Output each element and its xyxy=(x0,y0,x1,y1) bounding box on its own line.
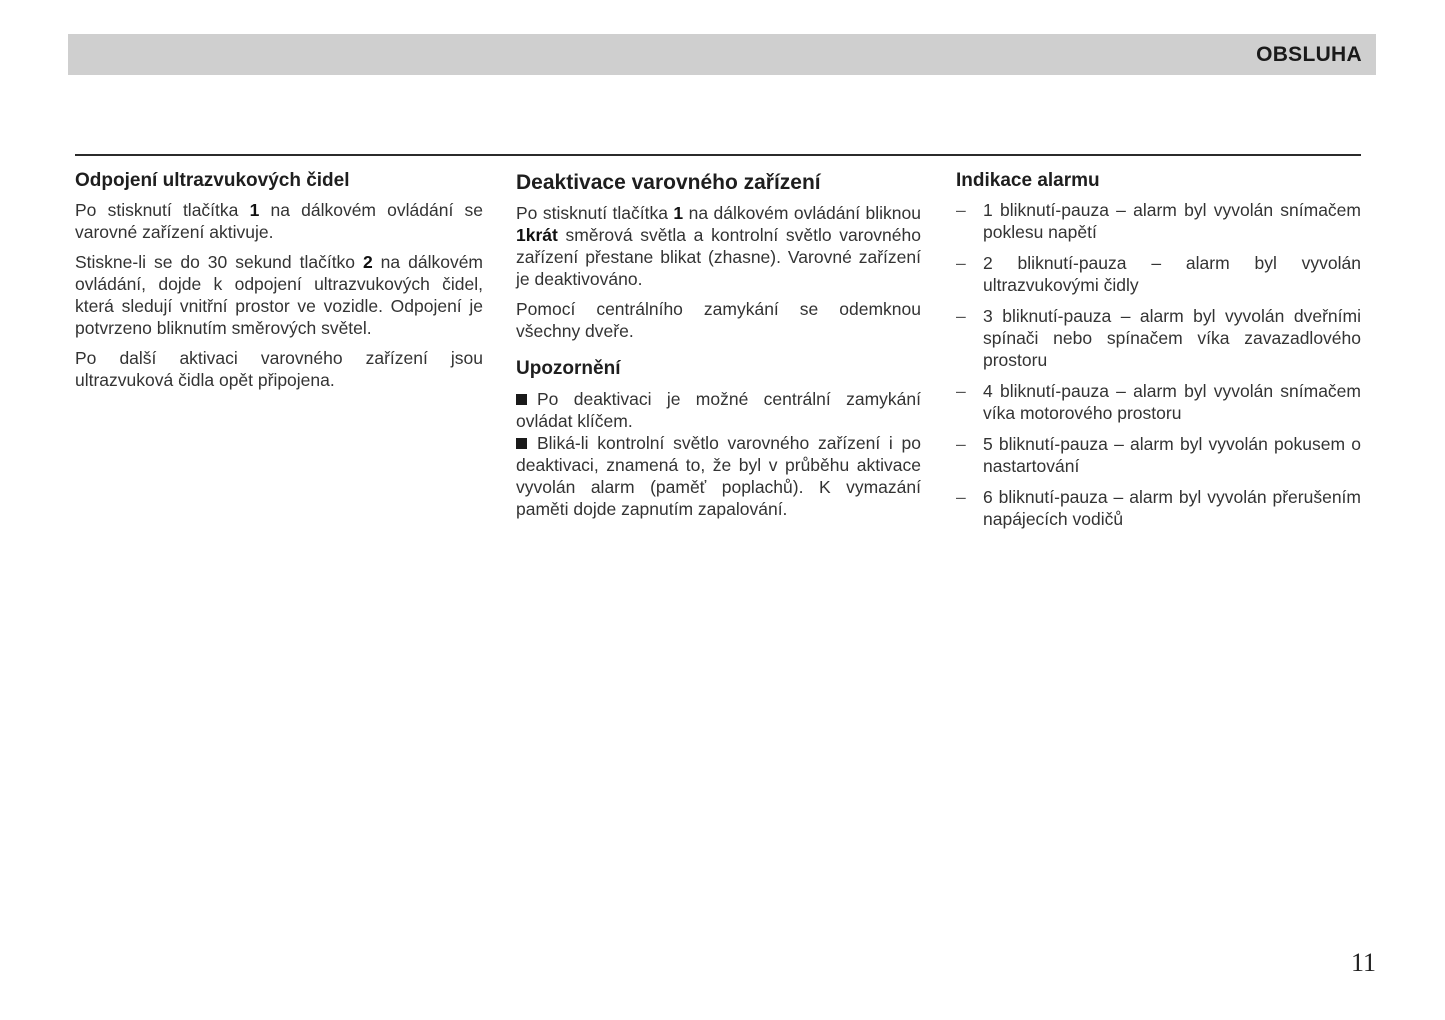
dash-bullet: – xyxy=(956,253,966,273)
heading-warning: Upozornění xyxy=(516,358,621,379)
dash-bullet: – xyxy=(956,487,966,507)
list-item: – 2 bliknutí-pauza – alarm byl vyvolán ultrazvukovými čidly xyxy=(956,253,1361,295)
dash-bullet: – xyxy=(956,200,966,220)
blink-count: 1krát xyxy=(516,225,558,245)
heading-ultrasonic-sensors: Odpojení ultrazvukových čidel xyxy=(75,170,350,191)
square-bullet-icon xyxy=(516,438,527,449)
column-ultrasonic-sensors xyxy=(75,168,483,399)
list-item: – 6 bliknutí-pauza – alarm byl vyvolán přerušením napájecích vodičů xyxy=(956,487,1361,529)
square-bullet-icon xyxy=(516,394,527,405)
paragraph: Po další aktivaci varovného zařízení jsou ultrazvuková čidla opět připojena. xyxy=(75,348,483,390)
button-number: 1 xyxy=(249,200,260,220)
column-deactivation xyxy=(516,168,921,520)
button-number: 1 xyxy=(673,203,684,223)
section-title: OBSLUHA xyxy=(1256,43,1362,66)
paragraph: Pomocí centrálního zamykání se odemknou všechny dveře. xyxy=(516,299,921,341)
column-alarm-indication xyxy=(956,168,1361,539)
dash-bullet: – xyxy=(956,306,966,326)
list-item: – 4 bliknutí-pauza – alarm byl vyvolán snímačem víka motorového prostoru xyxy=(956,381,1361,423)
page-number: 11 xyxy=(1350,948,1376,977)
button-number: 2 xyxy=(363,252,373,272)
list-item: – 5 bliknutí-pauza – alarm byl vyvolán pokusem o nastartování xyxy=(956,434,1361,476)
dash-bullet: – xyxy=(956,381,966,401)
section-header-bar xyxy=(68,34,1376,75)
list-item: – 1 bliknutí-pauza – alarm byl vyvolán snímačem poklesu napětí xyxy=(956,200,1361,242)
heading-deactivation: Deaktivace varovného zařízení xyxy=(516,171,821,194)
paragraph: Stiskne-li se do 30 sekund tlačítko 2 na dálkovém ovládání, dojde k odpojení ultrazvukových čidel, která sledují vnitřní prostor ve vozidle. Odpojení je potvrzeno bliknutím směrových světel. xyxy=(75,252,483,338)
paragraph: Po stisknutí tlačítka 1 na dálkovém ovládání bliknou 1krát směrová světla a kontrolní světlo varovného zařízení přestane blikat (zhasne). Varovné zařízení je deaktivováno. xyxy=(516,203,921,289)
warning-item: Bliká-li kontrolní světlo varovného zařízení i po deaktivaci, znamená to, že byl v průběhu aktivace vyvolán alarm (paměť poplachů). K vymazání paměti dojde zapnutím zapalování. xyxy=(516,433,921,519)
dash-bullet: – xyxy=(956,434,966,454)
heading-alarm-indication: Indikace alarmu xyxy=(956,170,1100,191)
paragraph: Po stisknutí tlačítka 1 na dálkovém ovládání se varovné zařízení aktivuje. xyxy=(75,200,483,242)
horizontal-rule xyxy=(75,154,1361,156)
warning-item: Po deaktivaci je možné centrální zamykání ovládat klíčem. xyxy=(516,389,921,431)
alarm-indication-list xyxy=(956,199,1361,530)
list-item: – 3 bliknutí-pauza – alarm byl vyvolán dveřními spínači nebo spínačem víka zavazadlového prostoru xyxy=(956,306,1361,370)
